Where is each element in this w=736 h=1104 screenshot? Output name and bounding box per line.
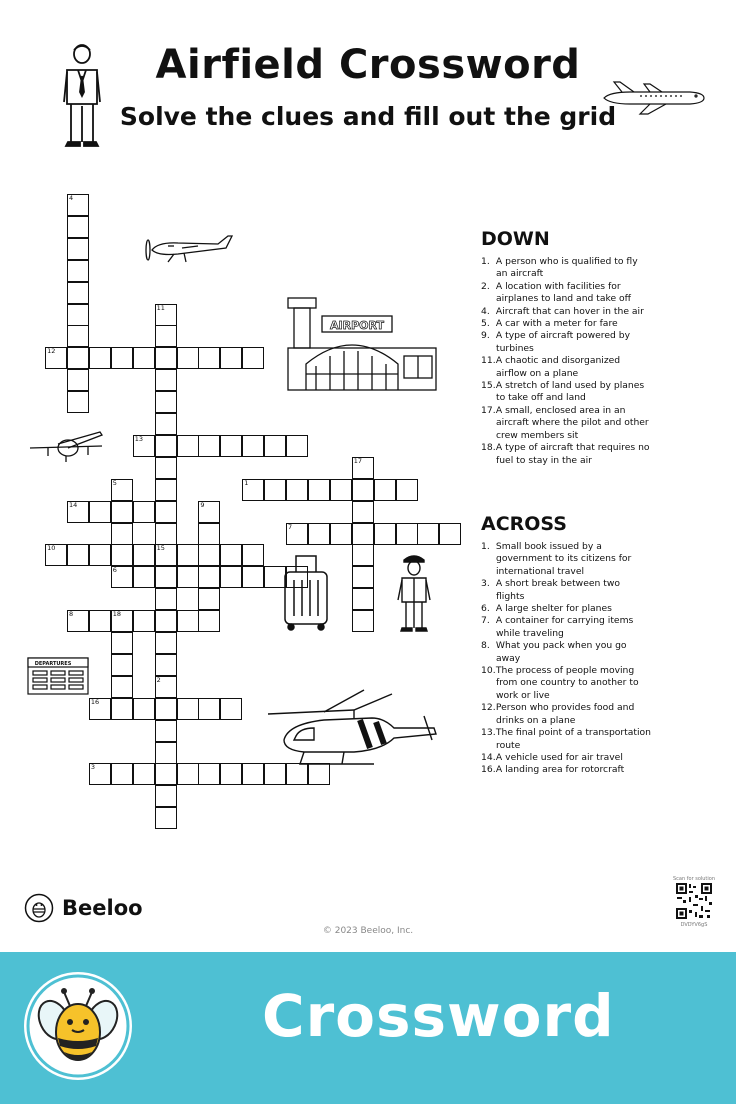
grid-cell[interactable] <box>111 523 133 545</box>
grid-cell[interactable] <box>198 610 220 632</box>
clue-text: A person who is qualified to fly an aircraft <box>493 256 638 280</box>
clue-text: The final point of a transportation route <box>493 727 651 751</box>
grid-cell[interactable] <box>89 698 111 720</box>
clue-number-label: 16 <box>90 697 100 706</box>
clue-number-label: 9 <box>200 500 205 509</box>
bee-mascot-badge <box>24 972 132 1080</box>
clue-number: 8. <box>481 640 490 652</box>
clue-number: 2. <box>481 280 490 292</box>
grid-cell[interactable] <box>198 698 220 720</box>
clue-number-label: 5 <box>112 478 117 487</box>
down-clue <box>481 330 651 355</box>
suitcase-illustration <box>282 552 330 632</box>
clue-number-label: 1 <box>244 478 249 487</box>
grid-cell[interactable] <box>67 304 89 326</box>
clue-number: 15. <box>481 380 496 392</box>
propeller-plane-illustration <box>138 232 234 266</box>
clue-text: A chaotic and disorganized airflow on a plane <box>493 355 621 379</box>
grid-cell[interactable] <box>155 523 177 545</box>
clue-number: 1. <box>481 541 490 552</box>
grid-cell[interactable] <box>133 501 155 523</box>
grid-cell[interactable] <box>67 238 89 260</box>
clue-number: 12. <box>481 702 496 714</box>
grid-cell[interactable] <box>45 347 67 369</box>
across-clue <box>481 640 651 665</box>
grid-cell[interactable] <box>155 588 177 610</box>
page-title: Airfield Crossword <box>155 42 581 88</box>
jet-illustration <box>28 426 104 464</box>
across-clue <box>481 727 651 752</box>
grid-cell[interactable] <box>111 698 133 720</box>
svg-text:DEPARTURES: DEPARTURES <box>34 661 72 667</box>
clue-number: 3. <box>481 578 490 590</box>
across-clue <box>481 702 651 727</box>
grid-cell[interactable] <box>308 523 330 545</box>
grid-cell[interactable] <box>111 676 133 698</box>
down-clue <box>481 442 651 467</box>
grid-cell[interactable] <box>89 347 111 369</box>
grid-cell[interactable] <box>133 347 155 369</box>
grid-cell[interactable] <box>242 435 264 457</box>
grid-cell[interactable] <box>198 523 220 545</box>
clue-number-label: 4 <box>69 194 74 202</box>
qr-code-image <box>675 882 713 920</box>
clue-text: A stretch of land used by planes to take off and land <box>493 380 645 404</box>
clue-number-label: 8 <box>69 610 74 619</box>
grid-cell[interactable] <box>133 698 155 720</box>
grid-cell[interactable] <box>155 325 177 347</box>
clue-text: The process of people moving from one country to another to work or live <box>493 665 639 701</box>
clue-text: A location with facilities for airplanes to land and take off <box>493 280 632 305</box>
clue-number-label: 15 <box>156 544 165 553</box>
clue-number: 16. <box>481 764 496 776</box>
airport-building-illustration <box>286 296 438 392</box>
footer-banner <box>0 952 736 1104</box>
helicopter-illustration <box>264 688 440 772</box>
grid-cell[interactable] <box>67 260 89 282</box>
grid-cell[interactable] <box>133 610 155 632</box>
grid-cell[interactable] <box>67 194 89 216</box>
down-heading: DOWN <box>481 228 550 250</box>
clue-number-label: 2 <box>156 675 161 684</box>
grid-cell[interactable] <box>67 325 89 347</box>
clue-number-label: 7 <box>288 522 293 531</box>
clue-text: A car with a meter for fare <box>493 318 618 330</box>
down-clue <box>481 318 651 330</box>
grid-cell[interactable] <box>439 523 461 545</box>
grid-cell[interactable] <box>242 479 264 501</box>
grid-cell[interactable] <box>242 347 264 369</box>
clue-text: Aircraft that can hover in the air <box>493 305 644 317</box>
grid-cell[interactable] <box>155 632 177 654</box>
clue-number: 10. <box>481 665 496 677</box>
across-clue <box>481 603 651 615</box>
clue-text: A container for carrying items while traveling <box>493 615 634 639</box>
grid-cell[interactable] <box>198 763 220 785</box>
grid-cell[interactable] <box>155 610 177 632</box>
grid-cell[interactable] <box>198 544 220 566</box>
grid-cell[interactable] <box>155 698 177 720</box>
grid-cell[interactable] <box>67 391 89 413</box>
clue-text: A small, enclosed area in an aircraft where the pilot and other crew members sit <box>493 404 649 441</box>
grid-cell[interactable] <box>220 544 242 566</box>
grid-cell[interactable] <box>330 523 352 545</box>
grid-cell[interactable] <box>155 501 177 523</box>
clue-number-label: 11 <box>156 303 165 312</box>
clue-number: 13. <box>481 727 496 739</box>
down-clue <box>481 256 651 281</box>
grid-cell[interactable] <box>220 435 242 457</box>
across-clue <box>481 578 651 603</box>
page-subtitle: Solve the clues and fill out the grid <box>119 102 617 131</box>
grid-cell[interactable] <box>177 566 199 588</box>
clue-number: 4. <box>481 305 490 317</box>
clue-text: A large shelter for planes <box>493 603 612 615</box>
grid-cell[interactable] <box>67 216 89 238</box>
grid-cell[interactable] <box>89 610 111 632</box>
grid-cell[interactable] <box>155 654 177 676</box>
grid-cell[interactable] <box>111 347 133 369</box>
footer-label: Crossword <box>262 982 615 1050</box>
across-clue <box>481 665 651 702</box>
clue-number: 9. <box>481 330 490 342</box>
down-clue <box>481 405 651 442</box>
clue-text: A landing area for rotorcraft <box>493 764 625 776</box>
grid-cell[interactable] <box>396 479 418 501</box>
grid-cell[interactable] <box>155 304 177 326</box>
across-clue <box>481 752 651 764</box>
clue-number-label: 17 <box>353 456 362 465</box>
grid-cell[interactable] <box>155 742 177 764</box>
grid-cell[interactable] <box>133 435 155 457</box>
grid-cell[interactable] <box>330 479 352 501</box>
clue-number: 7. <box>481 615 490 627</box>
copyright-text: © 2023 Beeloo, Inc. <box>322 926 414 936</box>
qr-code[interactable] <box>673 876 715 928</box>
grid-cell[interactable] <box>111 479 133 501</box>
grid-cell[interactable] <box>111 632 133 654</box>
grid-cell[interactable] <box>220 566 242 588</box>
clue-text: What you pack when you go away <box>493 640 627 664</box>
grid-cell[interactable] <box>177 435 199 457</box>
grid-cell[interactable] <box>352 544 374 566</box>
clue-text: A vehicle used for air travel <box>493 751 623 763</box>
clue-number: 11. <box>481 355 496 367</box>
grid-cell[interactable] <box>352 457 374 479</box>
clue-text: A type of aircraft that requires no fuel to stay in the air <box>493 442 650 466</box>
svg-text:AIRPORT: AIRPORT <box>330 319 384 332</box>
grid-cell[interactable] <box>198 501 220 523</box>
clue-number: 5. <box>481 318 490 330</box>
grid-cell[interactable] <box>286 523 308 545</box>
grid-cell[interactable] <box>417 523 439 545</box>
grid-cell[interactable] <box>177 544 199 566</box>
grid-cell[interactable] <box>133 544 155 566</box>
grid-cell[interactable] <box>155 413 177 435</box>
grid-cell[interactable] <box>242 544 264 566</box>
grid-cell[interactable] <box>155 369 177 391</box>
grid-cell[interactable] <box>198 588 220 610</box>
grid-cell[interactable] <box>155 544 177 566</box>
grid-cell[interactable] <box>111 566 133 588</box>
down-clue <box>481 281 651 306</box>
grid-cell[interactable] <box>111 763 133 785</box>
grid-cell[interactable] <box>155 785 177 807</box>
clue-text: Small book issued by a government to its citizens for international travel <box>493 541 632 577</box>
grid-cell[interactable] <box>67 282 89 304</box>
across-clue-list <box>481 541 651 777</box>
grid-cell[interactable] <box>155 763 177 785</box>
across-clue <box>481 615 651 640</box>
down-clue-list <box>481 256 651 467</box>
grid-cell[interactable] <box>286 479 308 501</box>
clue-number-label: 14 <box>69 500 78 509</box>
clue-number-label: 3 <box>90 763 96 772</box>
grid-cell[interactable] <box>155 391 177 413</box>
grid-cell[interactable] <box>67 347 89 369</box>
down-clues <box>481 228 651 467</box>
grid-cell[interactable] <box>242 566 264 588</box>
clue-number-label: 10 <box>47 544 56 553</box>
grid-cell[interactable] <box>264 435 286 457</box>
grid-cell[interactable] <box>133 763 155 785</box>
grid-cell[interactable] <box>220 698 242 720</box>
grid-cell[interactable] <box>242 763 264 785</box>
grid-cell[interactable] <box>198 566 220 588</box>
grid-cell[interactable] <box>89 763 111 785</box>
grid-cell[interactable] <box>374 523 396 545</box>
down-clue <box>481 306 651 318</box>
clue-text: A type of aircraft powered by turbines <box>493 330 631 354</box>
grid-cell[interactable] <box>177 763 199 785</box>
grid-cell[interactable] <box>286 435 308 457</box>
clue-number-label: 18 <box>112 610 122 619</box>
across-clue <box>481 764 651 776</box>
grid-cell[interactable] <box>155 457 177 479</box>
grid-cell[interactable] <box>352 588 374 610</box>
grid-cell[interactable] <box>352 479 374 501</box>
clue-number: 18. <box>481 442 496 454</box>
grid-cell[interactable] <box>155 807 177 829</box>
grid-cell[interactable] <box>155 566 177 588</box>
across-clue <box>481 541 651 578</box>
clue-text: Person who provides food and drinks on a plane <box>493 702 635 726</box>
grid-cell[interactable] <box>352 610 374 632</box>
grid-cell[interactable] <box>45 544 67 566</box>
beeloo-logo <box>24 893 143 923</box>
grid-cell[interactable] <box>198 347 220 369</box>
clue-number-label: 13 <box>134 434 143 443</box>
grid-cell[interactable] <box>220 347 242 369</box>
clue-number-label: 12 <box>47 347 56 356</box>
grid-cell[interactable] <box>177 347 199 369</box>
grid-cell[interactable] <box>396 523 418 545</box>
grid-cell[interactable] <box>67 544 89 566</box>
grid-cell[interactable] <box>177 610 199 632</box>
clue-number: 6. <box>481 603 490 615</box>
grid-cell[interactable] <box>111 501 133 523</box>
grid-cell[interactable] <box>155 720 177 742</box>
down-clue <box>481 355 651 380</box>
grid-cell[interactable] <box>264 479 286 501</box>
grid-cell[interactable] <box>133 566 155 588</box>
bee-icon <box>24 893 54 923</box>
grid-cell[interactable] <box>155 435 177 457</box>
clue-number: 17. <box>481 404 496 416</box>
qr-code-id: DVDYV6gS <box>680 922 708 928</box>
grid-cell[interactable] <box>155 676 177 698</box>
grid-cell[interactable] <box>67 610 89 632</box>
grid-cell[interactable] <box>374 479 396 501</box>
qr-caption: Scan for solution <box>673 876 716 882</box>
grid-cell[interactable] <box>155 347 177 369</box>
clue-number: 14. <box>481 751 496 763</box>
bee-mascot-icon <box>24 972 132 1080</box>
grid-cell[interactable] <box>308 479 330 501</box>
grid-cell[interactable] <box>352 566 374 588</box>
grid-cell[interactable] <box>352 501 374 523</box>
down-clue <box>481 380 651 405</box>
across-clues <box>481 513 651 777</box>
grid-cell[interactable] <box>352 523 374 545</box>
grid-cell[interactable] <box>89 544 111 566</box>
clue-number-label: 6 <box>112 566 117 575</box>
grid-cell[interactable] <box>155 479 177 501</box>
pilot-illustration <box>396 552 432 634</box>
grid-cell[interactable] <box>67 369 89 391</box>
grid-cell[interactable] <box>89 501 111 523</box>
grid-cell[interactable] <box>111 544 133 566</box>
across-heading: ACROSS <box>481 513 567 535</box>
grid-cell[interactable] <box>111 610 133 632</box>
grid-cell[interactable] <box>111 654 133 676</box>
clue-text: A short break between two flights <box>493 578 620 602</box>
grid-cell[interactable] <box>198 435 220 457</box>
grid-cell[interactable] <box>177 698 199 720</box>
clue-number: 1. <box>481 256 490 267</box>
departures-board-illustration <box>27 657 89 695</box>
grid-cell[interactable] <box>220 763 242 785</box>
brand-name: Beeloo <box>62 896 143 920</box>
grid-cell[interactable] <box>67 501 89 523</box>
